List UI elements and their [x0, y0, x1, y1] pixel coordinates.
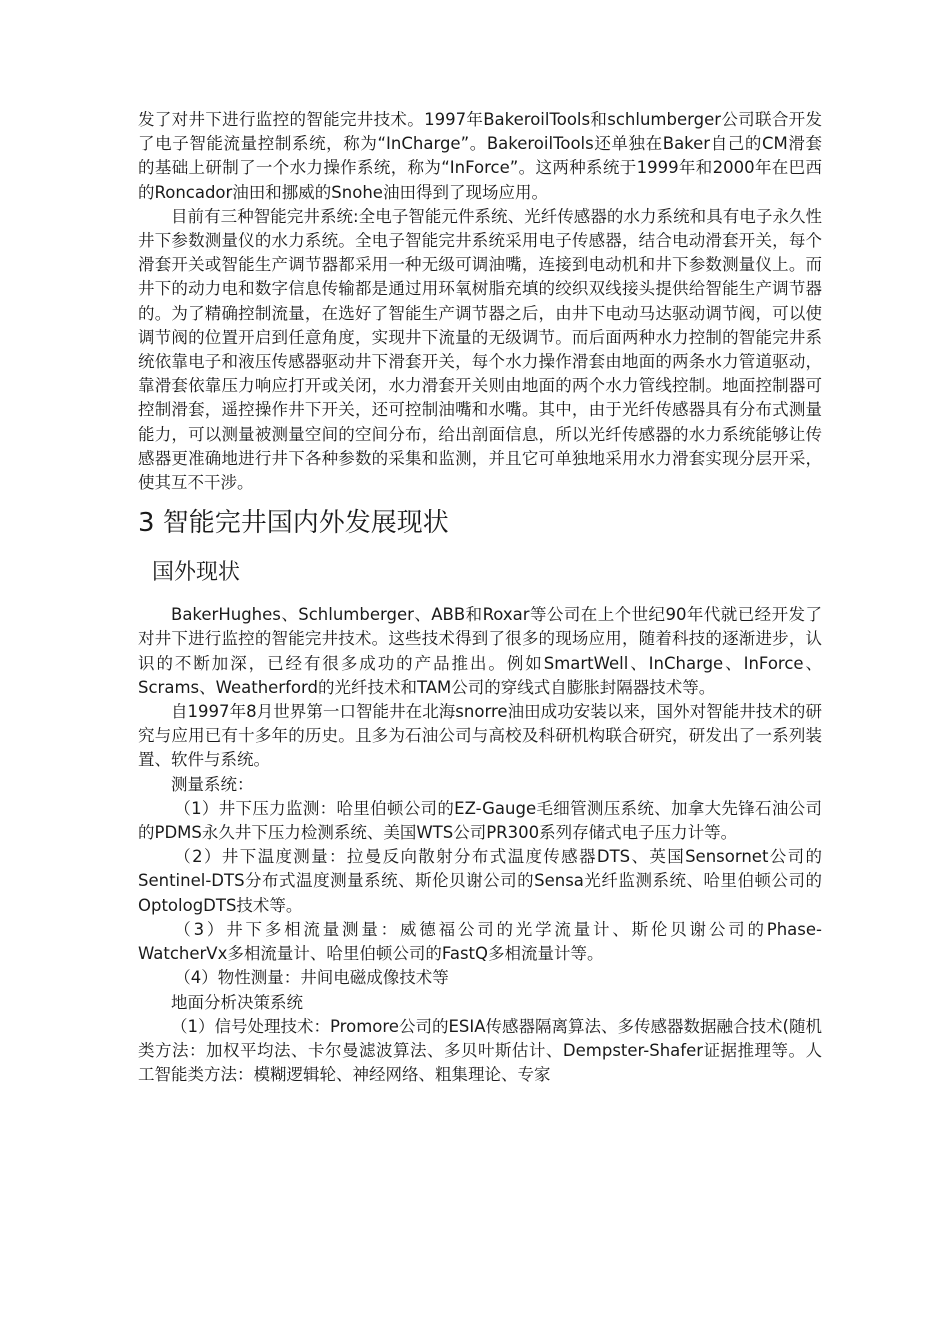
paragraph-measurement-label: 测量系统： [171, 774, 254, 794]
section-heading: 3 智能完井国内外发展现状 [138, 508, 449, 539]
paragraph-surface-label: 地面分析决策系统 [171, 992, 303, 1012]
list-item-multiphase: （3）井下多相流量测量：威德福公司的光学流量计、斯伦贝谢公司的Phase-WatcherVx多相流量计、哈里伯顿公司的FastQ多相流量计等。 [138, 919, 822, 964]
paragraph-three-systems: 目前有三种智能完井系统:全电子智能元件系统、光纤传感器的水力系统和具有电子永久性井下参数测量仪的水力系统。全电子智能完井系统采用电子传感器，结合电动滑套开关，每个滑套开关或智能生产调节器都采用一种无级可调油嘴，连接到电动机和井下参数测量仪上。而井下的动力电和数字信息传输都是通过用环氧树脂充填的绞织双线接头提供给智能生产调节器的。为了精确控制流量，在选好了智能生产调节器之后，由井下电动马达驱动调节阀，可以使调节阀的位置开启到任意角度，实现井下流量的无级调节。而后面两种水力控制的智能完井系统依靠电子和液压传感器驱动井下滑套开关，每个水力操作滑套由地面的两条水力管道驱动，靠滑套依靠压力响应打开或关闭，水力滑套开关则由地面的两个水力管线控制。地面控制器可控制滑套，遥控操作井下开关，还可控制油嘴和水嘴。其中，由于光纤传感器具有分布式测量能力，可以测量被测量空间的空间分布，给出剖面信息，所以光纤传感器的水力系统能够让传感器更准确地进行井下各种参数的采集和监测，并且它可单独地采用水力滑套实现分层开采，使其互不干涉。 [138, 206, 822, 493]
paragraph-history: 自1997年8月世界第一口智能井在北海snorre油田成功安装以来，国外对智能井技术的研究与应用已有十多年的历史。且多为石油公司与高校及科研机构联合研究，研发出了一系列装置、软件与系统。 [138, 702, 822, 770]
list-item-temperature: （2）井下温度测量：拉曼反向散射分布式温度传感器DTS、英国Sensornet公司的Sentinel-DTS分布式温度测量系统、斯伦贝谢公司的Sensa光纤监测系统、哈里伯顿公司的OptologDTS技术等。 [138, 847, 822, 915]
subsection-heading: 国外现状 [152, 560, 241, 586]
list-item-properties: （4）物性测量：井间电磁成像技术等 [174, 968, 449, 988]
paragraph-foreign-overview: BakerHughes、Schlumberger、ABB和Roxar等公司在上个世纪90年代就已经开发了对井下进行监控的智能完井技术。这些技术得到了很多的现场应用，随着科技的逐渐进步，认识的不断加深，已经有很多成功的产品推出。例如SmartWell、InCharge、InForce、Scrams、Weatherford的光纤技术和TAM公司的穿线式自膨胀封隔器技术等。 [138, 605, 822, 697]
document-page [138, 108, 822, 1087]
paragraph-intro-continued: 发了对井下进行监控的智能完井技术。1997年BakeroilTools和schlumberger公司联合开发了电子智能流量控制系统，称为“InCharge”。BakeroilTools还单独在Baker自己的CM滑套的基础上研制了一个水力操作系统，称为“InForce”。这两种系统于1999年和2000年在巴西的Roncador油田和挪威的Snohe油田得到了现场应用。 [138, 110, 822, 202]
list-item-pressure: （1）井下压力监测：哈里伯顿公司的EZ-Gauge毛细管测压系统、加拿大先锋石油公司的PDMS永久井下压力检测系统、美国WTS公司PR300系列存储式电子压力计等。 [138, 798, 822, 843]
list-item-signal-processing: （1）信号处理技术：Promore公司的ESIA传感器隔离算法、多传感器数据融合技术(随机类方法：加权平均法、卡尔曼滤波算法、多贝叶斯估计、Dempster-Shafer证据推理等。人工智能类方法：模糊逻辑轮、神经网络、粗集理论、专家 [138, 1016, 822, 1085]
